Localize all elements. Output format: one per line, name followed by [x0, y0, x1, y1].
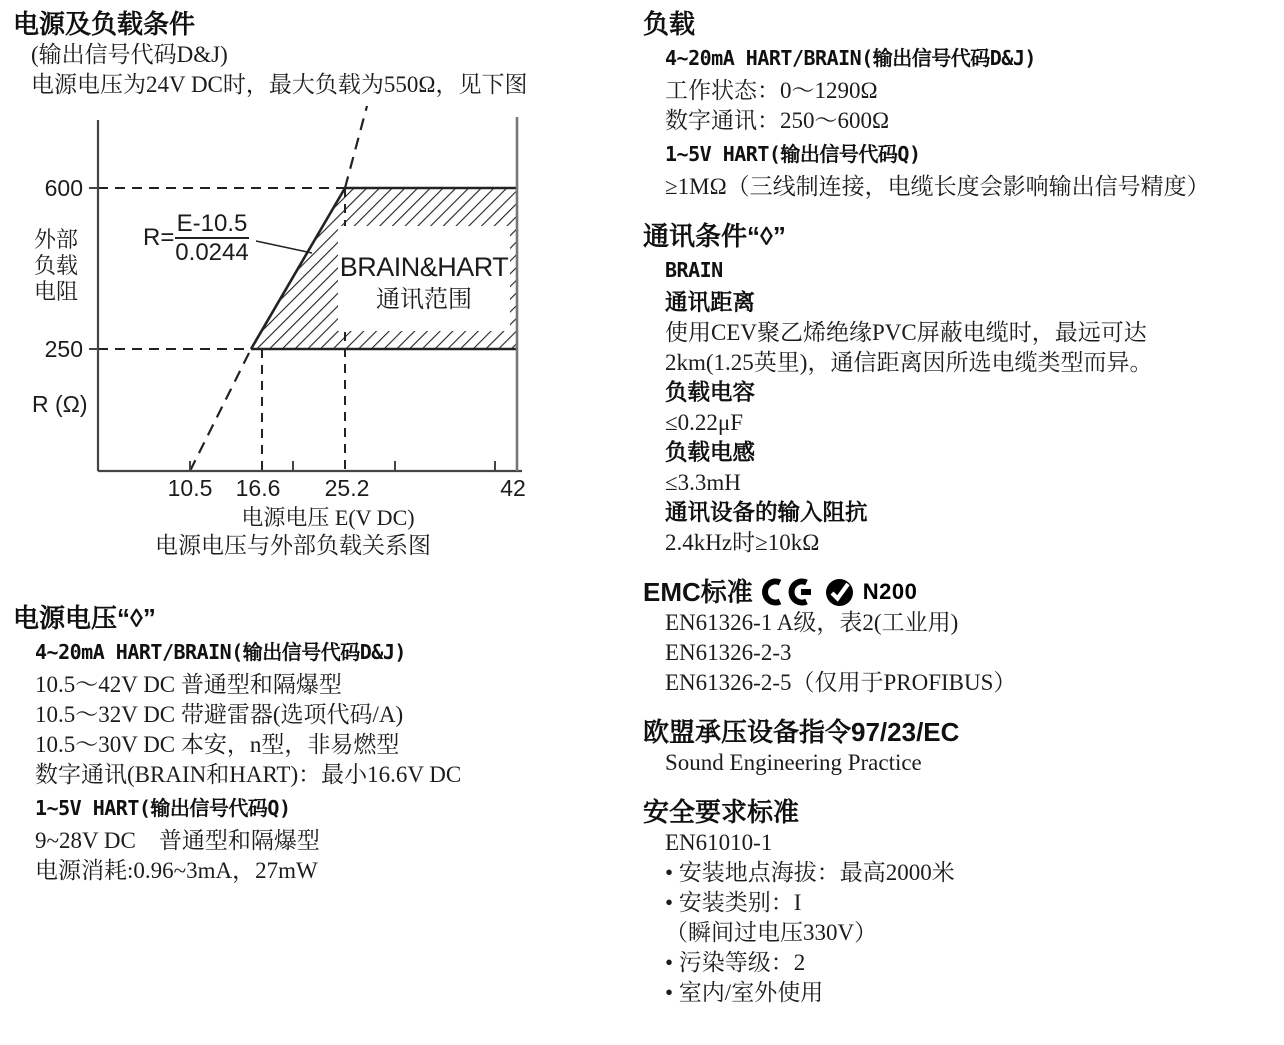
figure-caption: 电源电压与外部负载关系图	[155, 533, 431, 558]
x-tick-label-16-6: 16.6	[235, 475, 281, 501]
comm-subhead-brain: BRAIN	[665, 258, 723, 282]
section-title-load: 负载	[643, 9, 696, 39]
comm-item-line: 2.4kHz时≥10kΩ	[665, 530, 820, 555]
safety-bullet: • 安装类别：I	[665, 890, 802, 915]
safety-bullet: • 安装地点海拔：最高2000米	[665, 860, 955, 885]
formula-denominator: 0.0244	[175, 239, 249, 266]
comm-item-line: 2km(1.25英里)，通信距离因所选电缆类型而异。	[665, 350, 1153, 375]
x-axis-title: 电源电压 E(V DC)	[241, 505, 415, 530]
load-line: 数字通讯：250～600Ω	[665, 108, 890, 133]
y-tick-label-250: 250	[44, 336, 83, 362]
emc-line: EN61326-2-5（仅用于PROFIBUS）	[665, 670, 1017, 695]
safety-bullet: • 室内/室外使用	[665, 980, 824, 1005]
left-column	[13, 8, 625, 886]
comm-item-line: ≤0.22μF	[665, 410, 743, 435]
pv-line: 9~28V DC 普通型和隔爆型	[35, 828, 320, 853]
comm-item-label: 通讯设备的输入阻抗	[665, 500, 868, 525]
y-axis-label-line1: 外部	[33, 227, 79, 252]
section-title-emc	[643, 576, 1277, 608]
x-tick-label-25-2: 25.2	[324, 475, 370, 501]
emc-line: EN61326-2-3	[665, 640, 792, 665]
power-load-subtitle: (输出信号代码D&J)	[31, 42, 228, 67]
load-subhead-4-20ma: 4~20mA HART/BRAIN(输出信号代码D&J)	[665, 46, 1036, 70]
comm-item-line: 使用CEV聚乙烯绝缘PVC屏蔽电缆时，最远可达	[665, 320, 1147, 345]
y-axis-unit: R (Ω)	[32, 391, 88, 417]
pv-subhead-4-20ma: 4~20mA HART/BRAIN(输出信号代码D&J)	[35, 640, 406, 664]
load-line-dashed-upper	[345, 106, 367, 188]
comm-item-label: 负载电感	[665, 440, 756, 465]
pv-subhead-1-5v: 1~5V HART(输出信号代码Q)	[35, 796, 291, 820]
region-label-line1: BRAIN&HART	[339, 252, 509, 282]
right-column	[643, 8, 1277, 1008]
x-tick-label-10-5: 10.5	[167, 475, 213, 501]
pv-line: 电源消耗:0.96~3mA，27mW	[35, 858, 318, 883]
region-label-line2: 通讯范围	[376, 287, 472, 313]
section-title-power-load: 电源及负载条件	[13, 9, 196, 39]
comm-item-label: 通讯距离	[665, 290, 756, 315]
y-tick-label-600: 600	[44, 175, 83, 201]
pv-line: 10.5～42V DC 普通型和隔爆型	[35, 672, 342, 697]
emc-line: EN61326-1 A级，表2(工业用)	[665, 610, 959, 635]
load-vs-voltage-chart	[30, 104, 560, 504]
x-tick-label-42: 42	[500, 475, 526, 501]
section-title-power-voltage: 电源电压“◊”	[13, 603, 156, 633]
section-title-safety: 安全要求标准	[643, 797, 800, 827]
load-line: 工作状态：0～1290Ω	[665, 78, 878, 103]
ce-mark-icon	[762, 578, 816, 606]
load-vs-voltage-figure	[13, 104, 625, 560]
y-axis-label-line2: 负载	[33, 253, 79, 278]
safety-bullet: （瞬间过电压330V）	[665, 920, 878, 945]
section-title-ped: 欧盟承压设备指令97/23/EC	[643, 717, 960, 747]
formula-callout-line	[256, 241, 312, 253]
power-load-description: 电源电压为24V DC时，最大负载为550Ω，见下图	[31, 72, 528, 97]
ped-line: Sound Engineering Practice	[665, 750, 922, 775]
section-title-comm: 通讯条件“◊”	[643, 221, 786, 251]
y-axis-label-line3: 电阻	[33, 279, 79, 304]
formula-prefix: R=	[143, 224, 175, 251]
load-subhead-1-5v: 1~5V HART(输出信号代码Q)	[665, 142, 921, 166]
safety-bullet: • 污染等级：2	[665, 950, 806, 975]
pv-line: 数字通讯(BRAIN和HART)：最小16.6V DC	[35, 762, 462, 787]
emc-title-text: EMC标准	[643, 577, 753, 607]
rcm-c-tick-icon	[825, 578, 854, 607]
load-line-dashed-lower	[190, 349, 251, 471]
safety-standard: EN61010-1	[665, 830, 773, 855]
formula-numerator: E-10.5	[176, 210, 248, 237]
comm-item-line: ≤3.3mH	[665, 470, 741, 495]
comm-item-label: 负载电容	[665, 380, 756, 405]
pv-line: 10.5～30V DC 本安，n型，非易燃型	[35, 732, 400, 757]
pv-line: 10.5～32V DC 带避雷器(选项代码/A)	[35, 702, 404, 727]
load-line: ≥1MΩ（三线制连接，电缆长度会影响输出信号精度）	[665, 174, 1210, 199]
rcm-n200-label: N200	[862, 579, 918, 604]
